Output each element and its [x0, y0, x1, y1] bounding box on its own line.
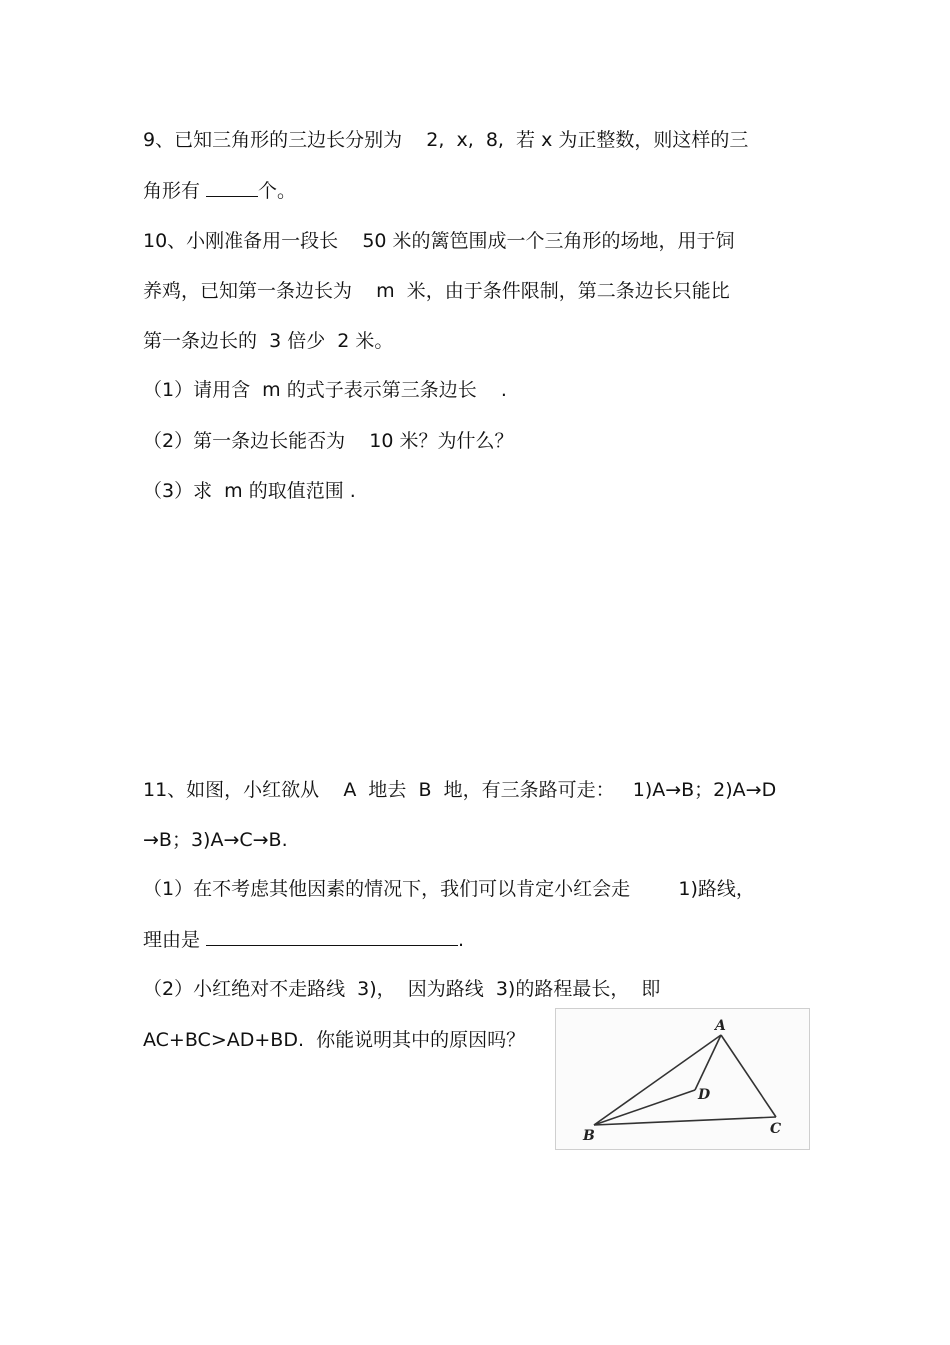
q9-answer-blank[interactable] — [206, 178, 258, 197]
segment-bc — [594, 1117, 776, 1125]
q11-reason-suffix: . — [458, 929, 465, 951]
q10-line-3: 第一条边长的 3 倍少 2 米。 — [143, 330, 394, 352]
q9-line-2 — [143, 178, 296, 203]
segment-ab — [594, 1035, 721, 1125]
triangle-figure — [555, 1008, 810, 1150]
label-b: B — [583, 1128, 595, 1144]
label-d: D — [698, 1087, 711, 1103]
q10-line-1: 10、小刚准备用一段长 50 米的篱笆围成一个三角形的场地，用于饲 — [143, 230, 735, 252]
q11-sub-2-line-2: AC+BC>AD+BD. 你能说明其中的原因吗？ — [143, 1029, 526, 1051]
q9-line-1: 9、已知三角形的三边长分别为 2, x, 8, 若 x 为正整数，则这样的三 — [143, 129, 749, 151]
q11-sub-1-line-2 — [143, 927, 464, 952]
q11-sub-1: （1）在不考虑其他因素的情况下，我们可以肯定小红会走 1)路线， — [143, 878, 755, 900]
q10-sub-3: （3）求 m 的取值范围 . — [143, 480, 356, 502]
q11-reason-blank[interactable] — [206, 927, 458, 946]
q10-sub-2: （2）第一条边长能否为 10 米？为什么？ — [143, 430, 514, 452]
label-a: A — [715, 1018, 726, 1034]
q9-line-2-suffix: 个。 — [258, 180, 297, 202]
q11-sub-2: （2）小红绝对不走路线 3)， 因为路线 3)的路程最长， 即 — [143, 978, 661, 1000]
q10-sub-1: （1）请用含 m 的式子表示第三条边长 . — [143, 379, 507, 401]
label-c: C — [770, 1121, 782, 1137]
segment-ac — [721, 1035, 776, 1117]
q11-line-2: →B；3)A→C→B. — [143, 829, 288, 851]
q9-line-2-prefix: 角形有 — [143, 180, 207, 202]
segment-db — [594, 1090, 695, 1125]
q10-line-2: 养鸡，已知第一条边长为 m 米，由于条件限制，第二条边长只能比 — [143, 280, 730, 302]
triangle-diagram — [556, 1009, 809, 1149]
q11-line-1: 11、如图，小红欲从 A 地去 B 地，有三条路可走： 1)A→B；2)A→D — [143, 779, 777, 801]
q11-reason-prefix: 理由是 — [143, 929, 207, 951]
